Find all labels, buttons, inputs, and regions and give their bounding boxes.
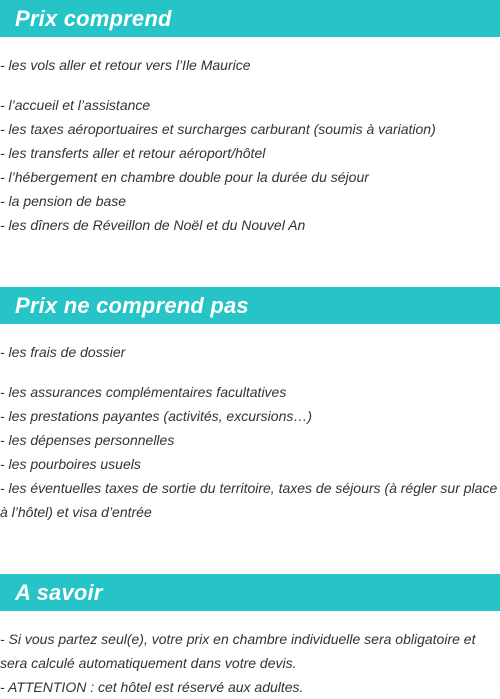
list-item: - les taxes aéroportuaires et surcharges carburant (soumis à variation) (0, 121, 436, 137)
list-item: - les éventuelles taxes de sortie du territoire, taxes de séjours (à régler sur place à l’hôtel) et visa d’entrée (0, 480, 498, 520)
list-item: - les pourboires usuels (0, 456, 141, 472)
section-header-prix-ne-comprend-pas: Prix ne comprend pas (0, 287, 500, 324)
list-item: - les dépenses personnelles (0, 432, 175, 448)
section-header-a-savoir: A savoir (0, 574, 500, 611)
list-item: - les frais de dossier (0, 344, 126, 360)
list-item: - l’accueil et l’assistance (0, 97, 151, 113)
list-item: - la pension de base (0, 193, 127, 209)
list-item: - les dîners de Réveillon de Noël et du Nouvel An (0, 217, 306, 233)
list-item: - ATTENTION : cet hôtel est réservé aux adultes. (0, 679, 304, 695)
list-item: - les prestations payantes (activités, excursions…) (0, 408, 313, 424)
list-item: - Si vous partez seul(e), votre prix en chambre individuelle sera obligatoire et sera calculé automatiquement dans votre devis. (0, 631, 476, 671)
section-header-prix-comprend: Prix comprend (0, 0, 500, 37)
list-item: - l’hébergement en chambre double pour la durée du séjour (0, 169, 369, 185)
list-item: - les transferts aller et retour aéroport/hôtel (0, 145, 266, 161)
list-item: - les vols aller et retour vers l’Ile Maurice (0, 57, 251, 73)
list-item: - les assurances complémentaires facultatives (0, 384, 287, 400)
